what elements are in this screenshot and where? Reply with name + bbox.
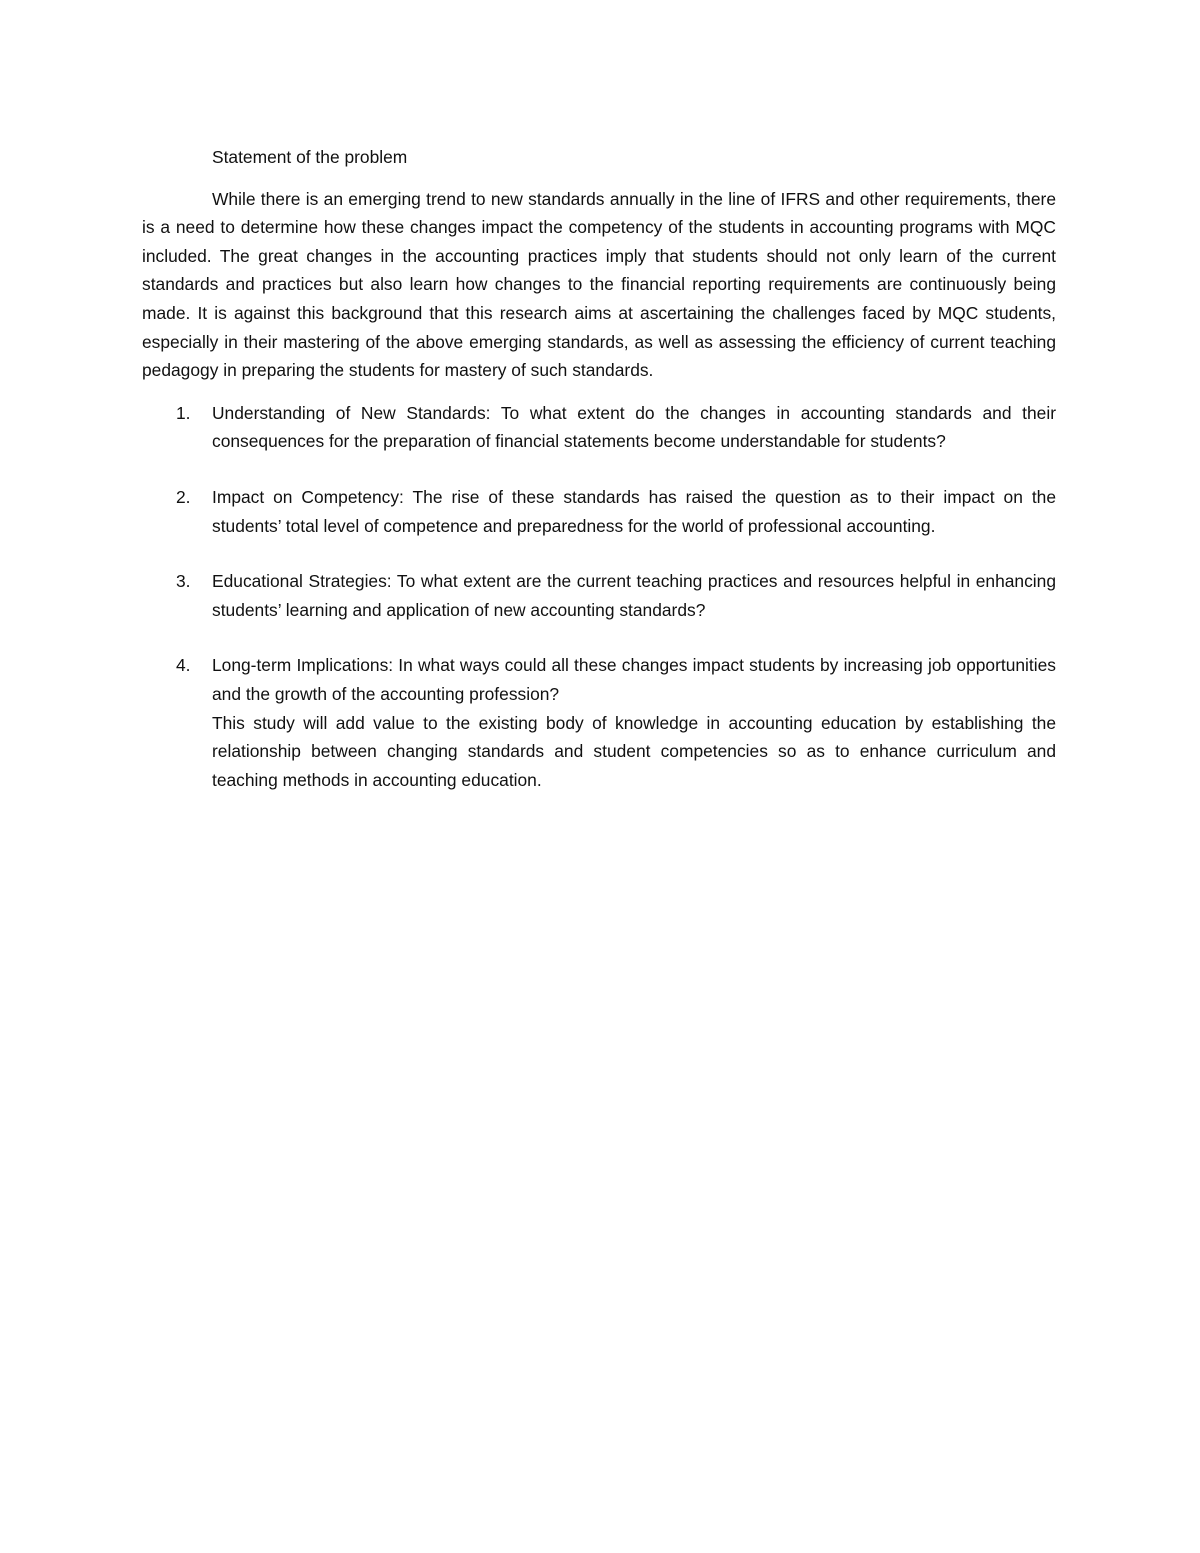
list-item-number: 4. <box>176 655 191 676</box>
list-item-text: Educational Strategies: To what extent are the current teaching practices and resources helpful in enhancing students’ learning and application of new accounting standards? <box>212 571 1056 620</box>
closing-paragraph: This study will add value to the existing body of knowledge in accounting education by establishing the relationship between changing standards and student competencies so as to enhance curriculum and teaching methods in accounting education. <box>212 712 1056 790</box>
list-item <box>142 651 1056 794</box>
list-item-text: Impact on Competency: The rise of these standards has raised the question as to their impact on the students’ total level of competence and preparedness for the world of professional accounting. <box>212 486 1056 536</box>
list-item-number: 3. <box>176 571 191 592</box>
list-item-number: 2. <box>176 486 191 507</box>
list-item-text: Long-term Implications: In what ways could all these changes impact students by increasing job opportunities and the growth of the accounting profession? <box>212 655 1056 704</box>
intro-paragraph: While there is an emerging trend to new standards annually in the line of IFRS and other requirements, there is a need to determine how these changes impact the competency of the students in accounting programs with MQC included. The great changes in the accounting practices imply that students should not only learn of the current standards and practices but also learn how changes to the financial reporting requirements are continuously being made. It is against this background that this research aims at ascertaining the challenges faced by MQC students, especially in their mastering of the above emerging standards, as well as assessing the efficiency of current teaching pedagogy in preparing the students for mastery of such standards. <box>142 188 1056 381</box>
list-item-text: Understanding of New Standards: To what extent do the changes in accounting standards and their consequences for the preparation of financial statements become understandable for students? <box>212 402 1056 452</box>
list-item-number: 1. <box>176 402 191 423</box>
list-item <box>142 399 1056 456</box>
research-questions-list <box>142 399 1056 795</box>
document-body <box>142 143 1056 821</box>
list-item <box>142 567 1056 624</box>
section-heading: Statement of the problem <box>212 147 408 167</box>
list-item <box>142 483 1056 540</box>
